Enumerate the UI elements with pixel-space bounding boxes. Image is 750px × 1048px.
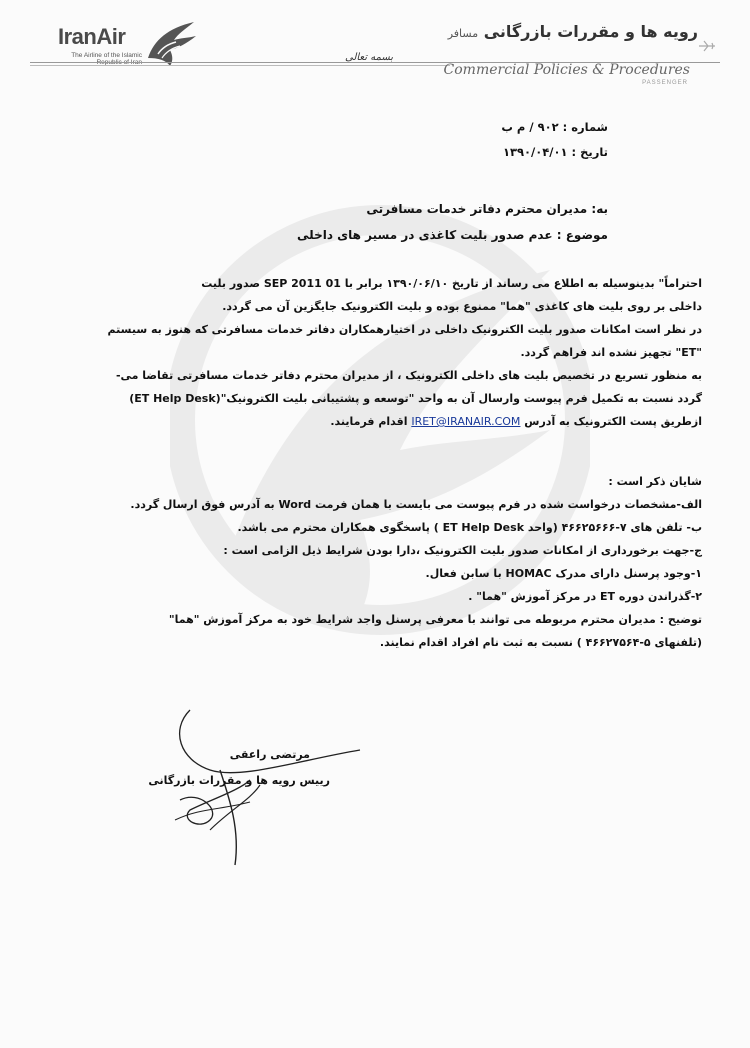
note-explanation-2: (تلفنهای ۵-۴۶۶۲۷۵۶۴ ) نسبت به ثبت نام افراد اقدام نمایند. bbox=[379, 636, 702, 649]
note-explanation-1: توضیح : مدیران محترم مربوطه می توانند با معرفی پرسنل واجد شرایط خود به مرکز آموزش "هما" bbox=[168, 613, 702, 626]
header-title-main: رویه ها و مقررات بازرگانی bbox=[483, 22, 698, 41]
iranair-logo bbox=[58, 18, 208, 78]
notes-heading: شایان ذکر است : bbox=[608, 475, 702, 488]
paragraph-1-line-2: داخلی بر روی بلیت های کاغذی "هما" ممنوع بوده و بلیت الکترونیک جایگزین آن می گردد. bbox=[222, 300, 702, 313]
note-c-1: ۱-وجود پرسنل دارای مدرک HOMAC با سابن فعال. bbox=[425, 567, 702, 580]
subject-line: موضوع : عدم صدور بلیت کاغذی در مسیر های داخلی bbox=[297, 228, 608, 242]
note-c: ج-جهت برخورداری از امکانات صدور بلیت الکترونیک ،دارا بودن شرایط ذیل الزامی است : bbox=[223, 544, 702, 557]
airplane-icon bbox=[698, 40, 716, 52]
paragraph-3-line-3 bbox=[42, 410, 702, 433]
header-title-en: Commercial Policies & Procedures bbox=[443, 62, 690, 78]
email-link[interactable]: IRET@IRANAIR.COM bbox=[411, 415, 521, 428]
logo-tagline: The Airline of the Islamic bbox=[71, 52, 142, 59]
header-title-fa bbox=[448, 22, 698, 41]
notes-section bbox=[42, 470, 702, 654]
header-rule-secondary bbox=[30, 65, 450, 66]
paragraph-2-line-2: "ET" تجهیز نشده اند فراهم گردد. bbox=[520, 346, 702, 359]
recipient-line: به: مدیران محترم دفاتر خدمات مسافرتی bbox=[366, 202, 608, 216]
letter-number: شماره : ۹۰۲ / م ب bbox=[501, 120, 608, 134]
letter-date: تاریخ : ۱۳۹۰/۰۴/۰۱ bbox=[502, 145, 608, 159]
paragraph-3-line-1: به منظور تسریع در تخصیص بلیت های داخلی الکترونیک ، از مدیران محترم دفاتر خدمات مسافرتی تقاضا می- bbox=[115, 369, 702, 382]
basmala: بسمه تعالی bbox=[345, 52, 394, 63]
letterhead bbox=[0, 0, 750, 100]
logo-text: IranAir bbox=[58, 24, 126, 49]
paragraph-3-line-2: گردد نسبت به تکمیل فرم پیوست وارسال آن به واحد "توسعه و پشتیبانی بلیت الکترونیک"(ET Help Desk) bbox=[129, 392, 702, 405]
email-suffix-text: اقدام فرمایند. bbox=[330, 415, 408, 428]
note-a: الف-مشخصات درخواست شده در فرم پیوست می بایست با همان فرمت Word به آدرس فوق ارسال گردد. bbox=[130, 498, 702, 511]
paragraph-3 bbox=[42, 364, 702, 433]
header-passenger-label: PASSENGER bbox=[642, 80, 688, 86]
header-title-sub: مسافر bbox=[447, 27, 479, 40]
paragraph-2-line-1: در نظر است امکانات صدور بلیت الکترونیک داخلی در اختیارهمکاران دفاتر خدمات مسافرتی که هنوز به سیستم bbox=[107, 323, 702, 336]
paragraph-1-line-1: احتراماً" بدینوسیله به اطلاع می رساند از تاریخ ۱۳۹۰/۰۶/۱۰ برابر با 01 SEP 2011 صدور بلیت bbox=[201, 277, 702, 290]
homa-bird-icon bbox=[144, 18, 200, 68]
note-b: ب- تلفن های ۷-۴۶۶۲۵۶۶۶ (واحد ET Help Desk ) پاسخگوی همکاران محترم می باشد. bbox=[237, 521, 702, 534]
note-c-2: ۲-گذراندن دوره ET در مرکز آموزش "هما" . bbox=[468, 590, 702, 603]
signatory-name: مرتضی راعقی bbox=[229, 748, 310, 761]
paragraph-1 bbox=[42, 272, 702, 318]
signatory-position: رییس رویه ها و مقررات بازرگانی bbox=[148, 774, 330, 787]
paragraph-2 bbox=[42, 318, 702, 364]
email-prefix-text: ازطریق پست الکترونیک به آدرس bbox=[524, 415, 702, 428]
